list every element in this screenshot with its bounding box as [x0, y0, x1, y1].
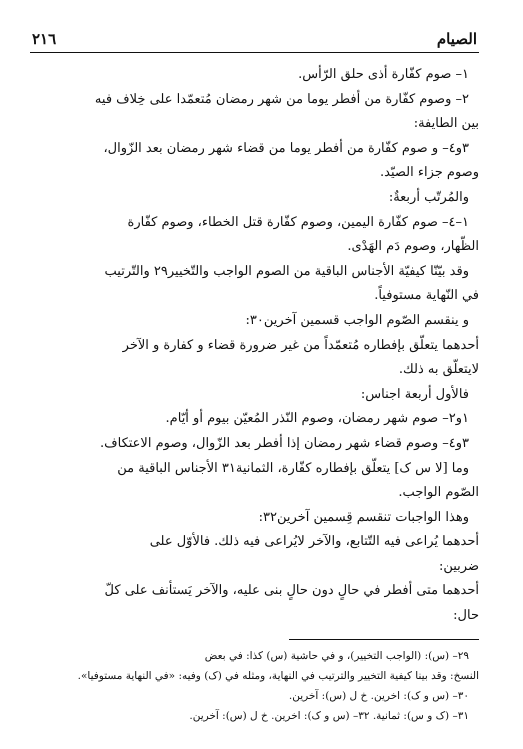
text-line: والمُرتّب أربعةٌ: [388, 189, 469, 205]
footnotes [30, 646, 479, 726]
text-line: أحدهما يتعلّق بإفطاره مُتعمّداً من غير ضرورة قضاء و كفارة و الآخر [122, 337, 479, 353]
text-line: أحدهما يُراعى فيه التّتابع، والآخر لايُراعى فيه ذلك. فالأوّل على [149, 534, 479, 550]
page-header [30, 30, 479, 53]
footnote-line: ٢٩– (س): (الواجب التخيير)، و في حاشية (س) كذا: في بعض [204, 649, 469, 662]
text-line: الصّوم الواجب. [398, 485, 479, 501]
footnote-line: النسخ: وقد بينا كيفية التخيير والترتيب في النهاية، ومثله في (ک) وفيه: «في النهاية مستوفيا». [77, 669, 479, 682]
text-line: بين الطايفة: [413, 116, 479, 132]
text-line: وصوم جزاء الصيّد. [379, 165, 479, 181]
text-line: وهذا الواجبات تنقسم قِسمين آخرين٣٢: [258, 509, 469, 525]
text-line: وما [لا س ک] يتعلّق بإفطاره كفّارة، الثمانية٣١ الأجناس الباقية من [117, 460, 469, 476]
text-line: ١–٤– صوم كفّارة اليمين، وصوم كفّارة قتل الخطاء، وصوم كفّارة [127, 214, 469, 230]
text-line: لايتعلّق به ذلك. [398, 362, 479, 378]
page-number: ٢١٦ [32, 30, 57, 48]
text-line: حال: [453, 608, 479, 624]
footnote-line: ٣١– (ک و س): ثمانية. ٣٢– (س و ک): اخرين. خ ل (س): آخرين. [189, 709, 469, 722]
text-line: في النّهاية مستوفياً. [374, 288, 479, 304]
text-line: ٢– وصوم كفّارة من أفطر يوما من شهر رمضان مُتعمّدا على خِلاف فيه [94, 91, 469, 107]
main-text [30, 63, 479, 629]
footnote-separator [289, 639, 479, 640]
text-line: أحدهما متى أفطر في حالٍ دون حالٍ بنى عليه، والآخر يَستأنف على كلّ [104, 583, 479, 599]
text-line: ١– صوم كفّارة أذى حلق الرّأس. [298, 67, 469, 82]
footnote-line: ٣٠– (س و ک): اخرين. خ ل (س): آخرين. [288, 689, 469, 702]
text-line: ١و٢– صوم شهر رمضان، وصوم النّذر المُعيّن بيوم أو أيّام. [165, 411, 469, 427]
running-title: الصيام [436, 30, 477, 48]
text-line: ٣و٤– و صوم كفّارة من أفطر يوما من قضاء شهر رمضان بعد الزّوال، [103, 140, 469, 156]
text-line: و ينقسم الصّوم الواجب قسمين آخرين٣٠: [245, 312, 469, 328]
text-line: ٣و٤– وصوم قضاء شهر رمضان إذا أفطر بعد الزّوال، وصوم الاعتكاف. [100, 435, 469, 451]
text-line: فالأول أربعة اجناس: [360, 386, 469, 402]
text-line: وقد بيّنّا كيفيّة الأجناس الباقية من الصوم الواجب والتّخيير٢٩ والتّرتيب [104, 263, 469, 279]
text-line: ضربين: [438, 558, 479, 574]
text-line: الظّهار، وصوم دَم الهَدْى. [347, 239, 479, 255]
